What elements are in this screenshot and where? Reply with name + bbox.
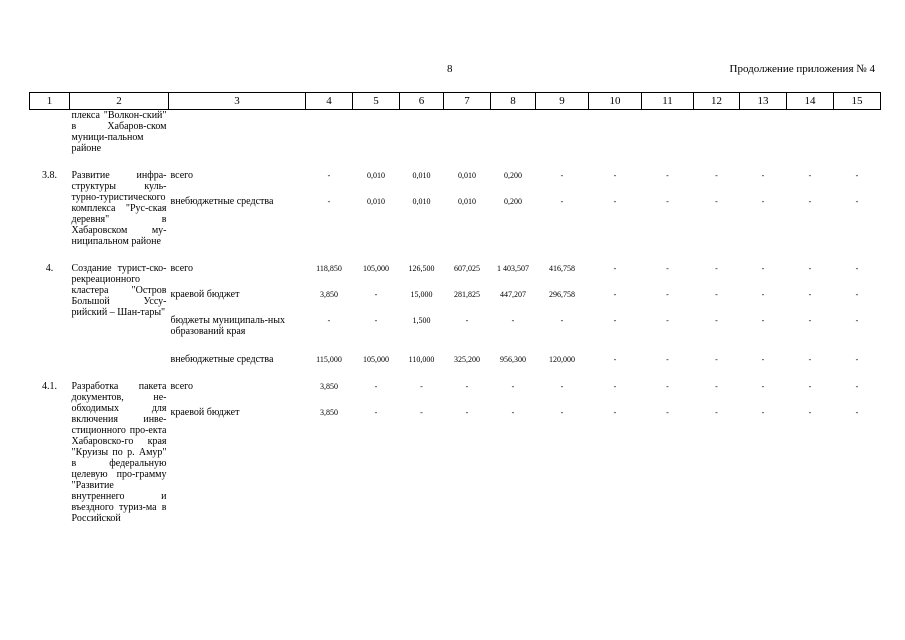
amount-cell: -: [715, 355, 718, 364]
amount-cell: -: [560, 171, 564, 180]
amount-cell: -: [374, 316, 378, 325]
amount-cell: -: [715, 264, 718, 273]
funding-source: бюджеты муниципаль-ных образований края: [170, 315, 286, 337]
row-spacer: [30, 365, 881, 381]
amount-cell: -: [855, 197, 859, 206]
col-header: 5: [353, 93, 400, 110]
col-header: 15: [834, 93, 881, 110]
amount-cell: 3,850: [320, 290, 338, 299]
funding-source: всего: [170, 381, 194, 392]
col-header: 13: [740, 93, 787, 110]
amount-cell: [353, 110, 400, 155]
col-header: 10: [589, 93, 642, 110]
amount-cell: [589, 110, 642, 155]
amount-cell: -: [855, 264, 859, 273]
amount-cell: -: [666, 382, 669, 391]
amount-cell: [444, 110, 491, 155]
amount-cell: -: [511, 382, 515, 391]
amount-cell: 416,758: [549, 264, 575, 273]
page-number: 8: [447, 63, 453, 75]
amount-cell: 0,010: [412, 171, 431, 180]
row-number: 3.8.: [42, 170, 57, 181]
row-spacer: [30, 154, 881, 170]
col-header: 8: [491, 93, 536, 110]
amount-cell: -: [855, 355, 859, 364]
amount-cell: -: [327, 316, 331, 325]
amount-cell: 1 403,507: [497, 264, 529, 273]
table-row: [30, 170, 881, 196]
amount-cell: -: [855, 290, 859, 299]
budget-table: [29, 92, 881, 524]
amount-cell: [642, 110, 694, 155]
amount-cell: -: [808, 355, 812, 364]
amount-cell: -: [613, 197, 617, 206]
amount-cell: [400, 110, 444, 155]
amount-cell: 0,010: [412, 197, 431, 206]
amount-cell: -: [715, 408, 718, 417]
amount-cell: -: [761, 290, 765, 299]
table-body: [30, 110, 881, 525]
amount-cell: -: [465, 382, 469, 391]
amount-cell: 607,025: [454, 264, 480, 273]
amount-cell: -: [465, 408, 469, 417]
col-header: 2: [70, 93, 169, 110]
amount-cell: -: [808, 290, 812, 299]
amount-cell: -: [855, 316, 859, 325]
amount-cell: -: [613, 264, 617, 273]
row-number: 4.: [45, 263, 54, 274]
col-header: 11: [642, 93, 694, 110]
amount-cell: 3,850: [320, 408, 338, 417]
col-header: 4: [306, 93, 353, 110]
funding-source: внебюджетные средства: [170, 354, 274, 365]
amount-cell: -: [613, 290, 617, 299]
amount-cell: [740, 110, 787, 155]
amount-cell: -: [855, 408, 859, 417]
amount-cell: -: [761, 382, 765, 391]
amount-cell: [491, 110, 536, 155]
amount-cell: -: [613, 408, 617, 417]
amount-cell: 0,010: [458, 197, 476, 206]
column-number-row: [30, 93, 881, 110]
funding-source: внебюджетные средства: [170, 196, 274, 207]
amount-cell: -: [374, 408, 378, 417]
amount-cell: -: [666, 408, 669, 417]
funding-source: всего: [170, 263, 194, 274]
amount-cell: 0,010: [367, 197, 385, 206]
amount-cell: -: [560, 197, 564, 206]
col-header: 14: [787, 93, 834, 110]
funding-source: [169, 110, 306, 155]
amount-cell: 126,500: [408, 264, 435, 273]
amount-cell: 115,000: [316, 355, 342, 364]
table-row: [30, 110, 881, 155]
amount-cell: -: [560, 382, 564, 391]
amount-cell: 956,300: [500, 355, 526, 364]
amount-cell: -: [761, 408, 765, 417]
amount-cell: 118,850: [316, 264, 342, 273]
col-header: 9: [536, 93, 589, 110]
amount-cell: 3,850: [320, 382, 338, 391]
amount-cell: -: [613, 316, 617, 325]
amount-cell: -: [374, 290, 378, 299]
spacer-cell: [30, 247, 881, 263]
amount-cell: 325,200: [454, 355, 480, 364]
col-header: 6: [400, 93, 444, 110]
amount-cell: [306, 110, 353, 155]
amount-cell: -: [666, 264, 669, 273]
amount-cell: -: [715, 382, 718, 391]
amount-cell: [787, 110, 834, 155]
amount-cell: -: [666, 197, 669, 206]
amount-cell: -: [613, 382, 617, 391]
amount-cell: -: [808, 408, 812, 417]
amount-cell: -: [613, 171, 617, 180]
col-header: 7: [444, 93, 491, 110]
amount-cell: -: [374, 382, 378, 391]
amount-cell: -: [666, 171, 669, 180]
amount-cell: -: [855, 171, 859, 180]
amount-cell: -: [420, 382, 423, 391]
amount-cell: -: [808, 316, 812, 325]
amount-cell: [536, 110, 589, 155]
amount-cell: -: [560, 408, 564, 417]
col-header: 1: [30, 93, 70, 110]
appendix-continuation-note: Продолжение приложения № 4: [729, 63, 875, 75]
amount-cell: 0,200: [504, 197, 522, 206]
amount-cell: -: [666, 355, 669, 364]
amount-cell: -: [666, 316, 669, 325]
amount-cell: -: [560, 316, 564, 325]
spacer-cell: [30, 154, 881, 170]
amount-cell: 447,207: [500, 290, 526, 299]
measure-name: плекса "Волкон-ский" в Хабаров-ском муници-пальном районе: [71, 110, 167, 154]
amount-cell: 15,000: [410, 290, 433, 299]
amount-cell: 105,000: [363, 264, 389, 273]
amount-cell: -: [808, 197, 812, 206]
amount-cell: -: [761, 264, 765, 273]
amount-cell: -: [327, 197, 331, 206]
amount-cell: -: [808, 264, 812, 273]
amount-cell: -: [761, 355, 765, 364]
measure-name: Создание турист-ско-рекреационного кластера "Остров Большой Уссу-рийский – Шан-тары": [71, 263, 167, 318]
amount-cell: -: [715, 290, 718, 299]
measure-name: Разработка пакета документов, не-обходимых для включения инве-стиционного про-екта Хабаровско-го края "Круизы по р. Амур" в федеральную целевую про-грамму "Развитие внутреннего и въездного туриз-ма в Российской: [71, 381, 167, 524]
col-header: 12: [694, 93, 740, 110]
amount-cell: -: [511, 316, 515, 325]
amount-cell: [834, 110, 881, 155]
amount-cell: -: [666, 290, 669, 299]
funding-source: краевой бюджет: [170, 289, 240, 300]
amount-cell: 110,000: [408, 355, 435, 364]
amount-cell: -: [511, 408, 515, 417]
table-row: [30, 263, 881, 289]
amount-cell: 296,758: [549, 290, 575, 299]
amount-cell: -: [613, 355, 617, 364]
table-row: [30, 381, 881, 407]
amount-cell: -: [327, 171, 331, 180]
row-number: 4.1.: [42, 381, 57, 392]
amount-cell: 105,000: [363, 355, 389, 364]
amount-cell: 120,000: [549, 355, 575, 364]
amount-cell: -: [420, 408, 423, 417]
amount-cell: -: [715, 197, 718, 206]
amount-cell: -: [715, 171, 718, 180]
amount-cell: -: [855, 382, 859, 391]
amount-cell: -: [761, 316, 765, 325]
row-spacer: [30, 247, 881, 263]
amount-cell: -: [761, 197, 765, 206]
amount-cell: -: [808, 171, 812, 180]
amount-cell: 281,825: [454, 290, 480, 299]
amount-cell: 1,500: [412, 316, 431, 325]
amount-cell: -: [715, 316, 718, 325]
funding-source: всего: [170, 170, 194, 181]
amount-cell: -: [761, 171, 765, 180]
measure-name: Развитие инфра-структуры куль-турно-туристического комплекса "Рус-ская деревня" в Хабаровском му-ниципальном районе: [71, 170, 167, 247]
amount-cell: 0,010: [458, 171, 476, 180]
spacer-cell: [30, 365, 881, 381]
funding-source: краевой бюджет: [170, 407, 240, 418]
amount-cell: [694, 110, 740, 155]
amount-cell: -: [808, 382, 812, 391]
amount-cell: -: [465, 316, 469, 325]
row-number: [30, 110, 70, 155]
amount-cell: 0,010: [367, 171, 385, 180]
amount-cell: 0,200: [504, 171, 522, 180]
col-header: 3: [169, 93, 306, 110]
